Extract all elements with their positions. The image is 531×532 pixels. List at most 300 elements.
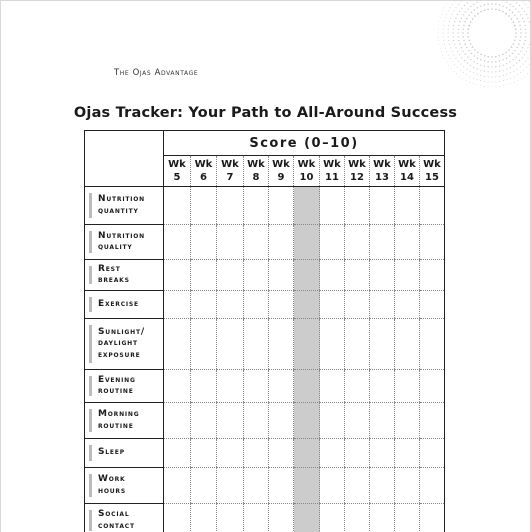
decor-dot [499, 71, 500, 72]
score-cell[interactable] [294, 439, 320, 468]
score-cell[interactable] [345, 225, 370, 260]
score-cell[interactable] [244, 403, 269, 439]
score-cell[interactable] [191, 403, 217, 439]
decor-dot [525, 32, 526, 33]
decor-dot [527, 73, 528, 74]
decor-dot [476, 84, 477, 85]
score-cell[interactable] [191, 504, 217, 532]
decor-dot [466, 68, 467, 69]
label-accent-bar [89, 510, 92, 531]
score-cell[interactable] [420, 403, 445, 439]
score-cell[interactable] [164, 260, 191, 291]
decor-dot [463, 40, 464, 41]
score-cell[interactable] [395, 187, 420, 225]
decor-dot [457, 14, 458, 15]
score-cell[interactable] [395, 225, 420, 260]
score-cell[interactable] [345, 403, 370, 439]
row-label [85, 468, 164, 504]
score-cell[interactable] [345, 504, 370, 532]
decor-dot [509, 4, 510, 5]
decor-dot [514, 82, 515, 83]
decor-dot [487, 9, 489, 11]
decor-dot [467, 56, 468, 57]
score-cell[interactable] [420, 319, 445, 370]
decor-dot [446, 3, 447, 4]
decor-dot [515, 56, 516, 57]
decor-dot [473, 83, 474, 84]
score-cell[interactable] [294, 468, 320, 504]
score-cell[interactable] [164, 319, 191, 370]
decor-dot [519, 5, 520, 6]
decor-dot [441, 52, 442, 53]
score-cell[interactable] [164, 468, 191, 504]
score-cell[interactable] [320, 187, 345, 225]
decor-dot [464, 60, 465, 61]
decor-dot [522, 57, 523, 58]
score-cell[interactable] [217, 370, 244, 403]
decor-dot [443, 40, 444, 41]
score-cell[interactable] [320, 291, 345, 319]
score-cell[interactable] [395, 260, 420, 291]
decor-dot [492, 82, 493, 83]
decor-dot [468, 25, 470, 27]
score-cell[interactable] [420, 370, 445, 403]
decor-dot [484, 4, 485, 5]
decor-dot [448, 29, 449, 30]
row-label [85, 370, 164, 403]
row-label [85, 319, 164, 370]
row-label [85, 504, 164, 532]
decor-dot [523, 70, 524, 71]
decor-dot [524, 76, 525, 77]
score-cell[interactable] [395, 468, 420, 504]
score-cell[interactable] [269, 504, 294, 532]
decor-dot [462, 32, 463, 33]
score-cell[interactable] [294, 370, 320, 403]
decor-dot [491, 8, 493, 10]
decor-dot [520, 66, 521, 67]
decor-dot [480, 59, 481, 60]
decor-dot [472, 18, 474, 20]
score-cell[interactable] [370, 468, 395, 504]
decor-dot [515, 32, 517, 34]
decor-dot [466, 74, 467, 75]
decor-dot [468, 36, 470, 38]
row-label-text: breaks [98, 275, 163, 287]
decor-dot [468, 50, 469, 51]
score-cell[interactable] [320, 403, 345, 439]
decor-dot [453, 54, 454, 55]
row-label-text: exposure [98, 350, 163, 362]
score-cell[interactable] [269, 319, 294, 370]
decor-dot [509, 9, 510, 10]
decor-dot [506, 7, 507, 8]
decor-dot [480, 85, 481, 86]
decor-dot [488, 87, 489, 88]
score-cell[interactable] [217, 504, 244, 532]
decor-dot [462, 36, 463, 37]
score-cell[interactable] [320, 504, 345, 532]
score-cell[interactable] [345, 370, 370, 403]
week-number: 8 [244, 171, 268, 184]
score-cell[interactable] [244, 468, 269, 504]
decor-dot [474, 49, 476, 51]
decor-dot [520, 32, 521, 33]
score-cell[interactable] [320, 468, 345, 504]
score-cell[interactable] [191, 187, 217, 225]
decor-dot [519, 25, 520, 26]
score-cell[interactable] [269, 291, 294, 319]
week-header [244, 156, 269, 187]
score-cell[interactable] [420, 439, 445, 468]
decor-dot [484, 81, 485, 82]
decor-dot [446, 62, 447, 63]
score-cell[interactable] [320, 319, 345, 370]
row-label-text: daylight [98, 338, 163, 350]
decor-dot [527, 47, 528, 48]
decor-dot [503, 64, 504, 65]
score-cell[interactable] [217, 291, 244, 319]
row-label-text: Morning [98, 409, 163, 421]
decor-dot [518, 11, 519, 12]
decor-dot [462, 78, 463, 79]
decor-dot [487, 61, 488, 62]
score-cell[interactable] [244, 291, 269, 319]
score-cell[interactable] [217, 260, 244, 291]
decor-dot [499, 4, 500, 5]
score-cell[interactable] [345, 319, 370, 370]
row-label-text: Work [98, 474, 163, 486]
score-cell[interactable] [420, 291, 445, 319]
score-cell[interactable] [345, 187, 370, 225]
decor-dot [473, 72, 474, 73]
decor-dot [473, 67, 474, 68]
decor-dot [443, 36, 444, 37]
label-accent-bar [89, 474, 92, 497]
decor-dot [502, 11, 504, 13]
tracker-table [84, 130, 445, 532]
decor-dot [484, 76, 485, 77]
decor-dot [495, 56, 497, 58]
week-number: 9 [269, 171, 293, 184]
score-cell[interactable] [244, 187, 269, 225]
score-cell[interactable] [370, 370, 395, 403]
score-cell[interactable] [294, 225, 320, 260]
row-label-text: Exercise [98, 299, 163, 311]
score-cell[interactable] [244, 370, 269, 403]
score-cell[interactable] [191, 291, 217, 319]
score-cell[interactable] [345, 468, 370, 504]
score-cell[interactable] [370, 504, 395, 532]
score-cell[interactable] [164, 225, 191, 260]
score-cell[interactable] [320, 225, 345, 260]
score-cell[interactable] [164, 439, 191, 468]
week-label: Wk [217, 158, 243, 171]
decor-dot [453, 71, 454, 72]
decor-dot [438, 40, 439, 41]
decor-dot [516, 18, 517, 19]
decor-dot [508, 49, 510, 51]
decor-dot [516, 63, 517, 64]
score-cell[interactable] [395, 504, 420, 532]
decor-dot [444, 44, 445, 45]
decor-dot [495, 81, 496, 82]
score-cell[interactable] [269, 370, 294, 403]
decor-dot [459, 54, 460, 55]
decor-dot [467, 2, 468, 3]
decor-dot [491, 61, 492, 62]
decor-dot [438, 25, 439, 26]
decor-dot [503, 85, 504, 86]
decor-dot [480, 11, 482, 13]
decor-dot [499, 55, 501, 57]
decor-dot [455, 18, 456, 19]
score-cell[interactable] [420, 187, 445, 225]
decor-dot [469, 82, 470, 83]
decor-dot [473, 61, 474, 62]
score-cell[interactable] [370, 260, 395, 291]
score-cell[interactable] [217, 468, 244, 504]
row-label-text: contact [98, 521, 163, 532]
score-cell[interactable] [164, 187, 191, 225]
score-cell[interactable] [244, 504, 269, 532]
decor-dot [523, 1, 524, 2]
decor-dot [468, 15, 469, 16]
decor-dot [480, 75, 481, 76]
decor-dot [477, 57, 478, 58]
decor-dot [443, 33, 444, 34]
score-cell[interactable] [320, 439, 345, 468]
decor-dot [495, 3, 496, 4]
score-cell[interactable] [395, 439, 420, 468]
score-cell[interactable] [244, 319, 269, 370]
decor-dot [438, 33, 439, 34]
decor-dot [503, 70, 504, 71]
decor-dot [514, 15, 515, 16]
decor-dot [459, 21, 460, 22]
score-cell[interactable] [191, 439, 217, 468]
decor-dot [507, 79, 508, 80]
score-cell[interactable] [320, 370, 345, 403]
score-cell[interactable] [217, 187, 244, 225]
score-cell[interactable] [320, 260, 345, 291]
score-cell[interactable] [294, 504, 320, 532]
score-cell[interactable] [420, 225, 445, 260]
row-label-text: Evening [98, 375, 163, 387]
score-cell[interactable] [164, 370, 191, 403]
score-cell[interactable] [294, 403, 320, 439]
decor-dot [471, 53, 472, 54]
decor-dot [484, 86, 485, 87]
score-cell[interactable] [420, 468, 445, 504]
decor-dot [499, 65, 500, 66]
label-accent-bar [89, 325, 92, 363]
decor-dot [491, 76, 492, 77]
decor-dot [484, 71, 485, 72]
score-cell[interactable] [164, 403, 191, 439]
score-cell[interactable] [420, 504, 445, 532]
score-cell[interactable] [370, 225, 395, 260]
decor-dot [474, 15, 476, 17]
score-cell[interactable] [370, 319, 395, 370]
decor-dot [448, 55, 449, 56]
score-cell[interactable] [395, 291, 420, 319]
score-cell[interactable] [370, 187, 395, 225]
score-cell[interactable] [294, 260, 320, 291]
decor-dot [511, 18, 513, 20]
row-label-text: Rest [98, 264, 163, 276]
decor-dot [467, 8, 468, 9]
decor-dot [452, 51, 453, 52]
decor-dot [445, 17, 446, 18]
score-cell[interactable] [269, 187, 294, 225]
decor-dot [473, 78, 474, 79]
decor-dot [445, 48, 446, 49]
decor-dot [529, 1, 530, 2]
week-header [294, 156, 320, 187]
decor-dot [495, 61, 496, 62]
decor-dot [484, 9, 486, 11]
decor-dot [443, 25, 444, 26]
decor-dot [438, 37, 439, 38]
score-cell[interactable] [244, 260, 269, 291]
score-cell[interactable] [294, 291, 320, 319]
decor-dot [522, 47, 523, 48]
decor-dot [507, 84, 508, 85]
decor-dot [477, 52, 479, 54]
decor-dot [508, 15, 510, 17]
decor-dot [470, 21, 472, 23]
week-header [217, 156, 244, 187]
score-cell[interactable] [294, 319, 320, 370]
score-cell[interactable] [164, 291, 191, 319]
decor-dot [523, 64, 524, 65]
decor-dot [469, 71, 470, 72]
score-cell[interactable] [345, 439, 370, 468]
decor-dot [444, 7, 445, 8]
score-cell[interactable] [191, 260, 217, 291]
decor-dot [446, 14, 447, 15]
row-label-text: Sunlight/ [98, 327, 163, 339]
row-label [85, 291, 164, 319]
decor-dot [484, 55, 486, 57]
decor-dot [520, 72, 521, 73]
decor-dot [467, 32, 469, 34]
decor-dot [513, 65, 514, 66]
decorative-dot-pattern [430, 1, 530, 101]
score-cell[interactable] [191, 370, 217, 403]
decor-dot [488, 76, 489, 77]
decor-dot [470, 65, 471, 66]
decor-dot [518, 80, 519, 81]
week-label: Wk [370, 158, 394, 171]
score-cell[interactable] [269, 403, 294, 439]
score-cell[interactable] [217, 319, 244, 370]
decor-dot [509, 55, 510, 56]
label-accent-bar [89, 231, 92, 253]
week-number: 7 [217, 171, 243, 184]
decor-dot [458, 29, 459, 30]
decor-dot [461, 47, 462, 48]
decor-dot [466, 47, 467, 48]
decor-dot [453, 10, 454, 11]
decor-dot [452, 14, 453, 15]
score-cell[interactable] [294, 187, 320, 225]
decor-dot [458, 61, 459, 62]
decor-dot [450, 47, 451, 48]
decor-dot [454, 1, 455, 2]
score-cell[interactable] [420, 260, 445, 291]
score-cell[interactable] [269, 468, 294, 504]
page-title: Ojas Tracker: Your Path to All-Around Success [1, 105, 530, 121]
decor-dot [506, 2, 507, 3]
decor-dot [468, 28, 470, 30]
decor-dot [519, 40, 520, 41]
decor-dot [456, 73, 457, 74]
decor-dot [514, 50, 515, 51]
decor-dot [462, 28, 463, 29]
score-cell[interactable] [191, 319, 217, 370]
score-cell[interactable] [395, 403, 420, 439]
decor-dot [466, 18, 467, 19]
score-cell[interactable] [217, 403, 244, 439]
decor-dot [471, 12, 472, 13]
row-label-text: Social [98, 509, 163, 521]
score-cell[interactable] [244, 225, 269, 260]
score-cell[interactable] [269, 260, 294, 291]
score-cell[interactable] [370, 439, 395, 468]
decor-dot [480, 54, 482, 56]
score-cell[interactable] [217, 225, 244, 260]
decor-dot [439, 21, 440, 22]
score-cell[interactable] [395, 370, 420, 403]
decor-dot [491, 56, 493, 58]
decor-dot [503, 80, 504, 81]
decor-dot [458, 4, 459, 5]
decor-dot [455, 7, 456, 8]
decor-dot [502, 5, 503, 6]
score-cell[interactable] [395, 319, 420, 370]
score-cell[interactable] [370, 403, 395, 439]
decor-dot [453, 25, 454, 26]
score-cell[interactable] [191, 468, 217, 504]
decor-dot [514, 76, 515, 77]
score-cell[interactable] [164, 504, 191, 532]
score-cell[interactable] [370, 291, 395, 319]
score-cell[interactable] [345, 291, 370, 319]
decor-dot [525, 61, 526, 62]
decor-dot [440, 17, 441, 18]
score-cell[interactable] [217, 439, 244, 468]
score-cell[interactable] [244, 439, 269, 468]
score-cell[interactable] [345, 260, 370, 291]
score-cell[interactable] [269, 439, 294, 468]
decor-dot [446, 51, 447, 52]
decor-dot [492, 87, 493, 88]
week-header [345, 156, 370, 187]
decor-dot [452, 4, 453, 5]
decor-dot [514, 40, 516, 42]
decor-dot [470, 59, 471, 60]
score-cell[interactable] [191, 225, 217, 260]
row-label [85, 187, 164, 225]
decor-dot [464, 5, 465, 6]
decor-dot [450, 17, 451, 18]
decor-dot [457, 51, 458, 52]
score-cell[interactable] [269, 225, 294, 260]
decor-dot [522, 18, 523, 19]
week-header [164, 156, 191, 187]
